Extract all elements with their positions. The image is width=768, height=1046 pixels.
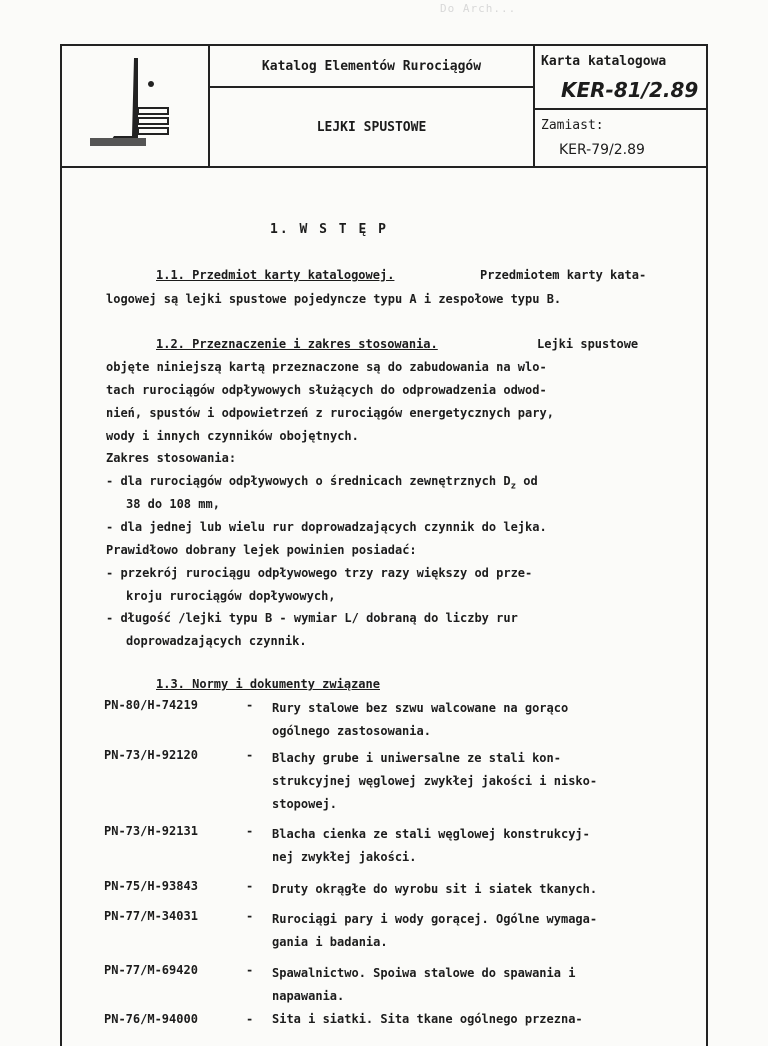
card-number: KER-81/2.89	[561, 78, 699, 102]
text-line: objęte niniejszą kartą przeznaczone są do zabudowania na wlo-	[106, 360, 547, 374]
standard-code: PN-75/H-93843	[104, 879, 198, 893]
dash: -	[246, 698, 254, 712]
text-fragment: od	[523, 474, 538, 488]
dash: -	[246, 909, 254, 923]
standard-title: Blachy grube i uniwersalne ze stali kon-	[272, 751, 561, 765]
standard-title: nej zwykłej jakości.	[272, 850, 417, 864]
standard-title: Sita i siatki. Sita tkane ogólnego przezna-	[272, 1012, 583, 1026]
text-line: - dla jednej lub wielu rur doprowadzających czynnik do lejka.	[106, 520, 547, 534]
text-line: Zakres stosowania:	[106, 451, 237, 465]
text-line	[106, 474, 538, 491]
dash: -	[246, 963, 254, 977]
text-line: doprowadzających czynnik.	[126, 634, 307, 648]
text-line: - długość /lejki typu B - wymiar L/ dobraną do liczby rur	[106, 611, 518, 625]
document-subject: LEJKI SPUSTOWE	[316, 119, 427, 135]
company-logo-icon	[62, 46, 208, 166]
section-heading: 1. W S T Ę P	[270, 222, 388, 237]
text-line: - przekrój rurociągu odpływowego trzy razy większy od prze-	[106, 566, 533, 580]
standard-title: Rurociągi pary i wody gorącej. Ogólne wymaga-	[272, 912, 598, 926]
standard-title: strukcyjnej węglowej zwykłej jakości i nisko-	[272, 774, 598, 788]
replaces-label: Zamiast:	[541, 118, 604, 133]
replaces-number: KER-79/2.89	[559, 142, 645, 158]
card-label: Karta katalogowa	[541, 54, 667, 69]
section-1-2-title: 1.2. Przeznaczenie i zakres stosowania.	[156, 337, 438, 351]
card-info-cell	[533, 46, 708, 166]
standard-title: gania i badania.	[272, 935, 388, 949]
dash: -	[246, 824, 254, 838]
text-line: logowej są lejki spustowe pojedyncze typu A i zespołowe typu B.	[106, 292, 562, 306]
dash: -	[246, 879, 254, 893]
standard-title: Spawalnictwo. Spoiwa stalowe do spawania i	[272, 966, 576, 980]
standard-code: PN-73/H-92131	[104, 824, 198, 838]
section-1-1-title: 1.1. Przedmiot karty katalogowej.	[156, 268, 395, 282]
text-line: Lejki spustowe	[537, 337, 639, 351]
text-line: wody i innych czynników obojętnych.	[106, 429, 359, 443]
title-block	[62, 46, 706, 168]
text-line: Przedmiotem karty kata-	[480, 268, 647, 282]
section-1-3-title: 1.3. Normy i dokumenty związane	[156, 677, 380, 691]
standard-code: PN-80/H-74219	[104, 698, 198, 712]
subscript: z	[510, 481, 516, 492]
cell-divider	[535, 108, 708, 110]
standard-code: PN-73/H-92120	[104, 748, 198, 762]
standard-title: Rury stalowe bez szwu walcowane na gorąco	[272, 701, 569, 715]
logo-cell	[62, 46, 210, 166]
text-line: nień, spustów i odpowietrzeń z rurociągów energetycznych pary,	[106, 406, 554, 420]
standard-title: ogólnego zastosowania.	[272, 724, 431, 738]
archive-stamp: Do Arch...	[440, 2, 517, 15]
dash: -	[246, 748, 254, 762]
standard-code: PN-77/M-69420	[104, 963, 198, 977]
standard-code: PN-77/M-34031	[104, 909, 198, 923]
text-line: tach rurociągów odpływowych służących do odprowadzenia odwod-	[106, 383, 547, 397]
standard-title: napawania.	[272, 989, 345, 1003]
dash: -	[246, 1012, 254, 1026]
standard-title: Druty okrągłe do wyrobu sit i siatek tkanych.	[272, 882, 598, 896]
text-line: 38 do 108 mm,	[126, 497, 220, 511]
standard-title: Blacha cienka ze stali węglowej konstrukcyj-	[272, 827, 590, 841]
standard-code: PN-76/M-94000	[104, 1012, 198, 1026]
text-line: kroju rurociągów dopływowych,	[126, 589, 336, 603]
text-fragment: - dla rurociągów odpływowych o średnicach zewnętrznych D	[106, 474, 511, 488]
text-line: Prawidłowo dobrany lejek powinien posiadać:	[106, 543, 417, 557]
standard-title: stopowej.	[272, 797, 338, 811]
catalog-title: Katalog Elementów Rurociągów	[210, 46, 533, 88]
